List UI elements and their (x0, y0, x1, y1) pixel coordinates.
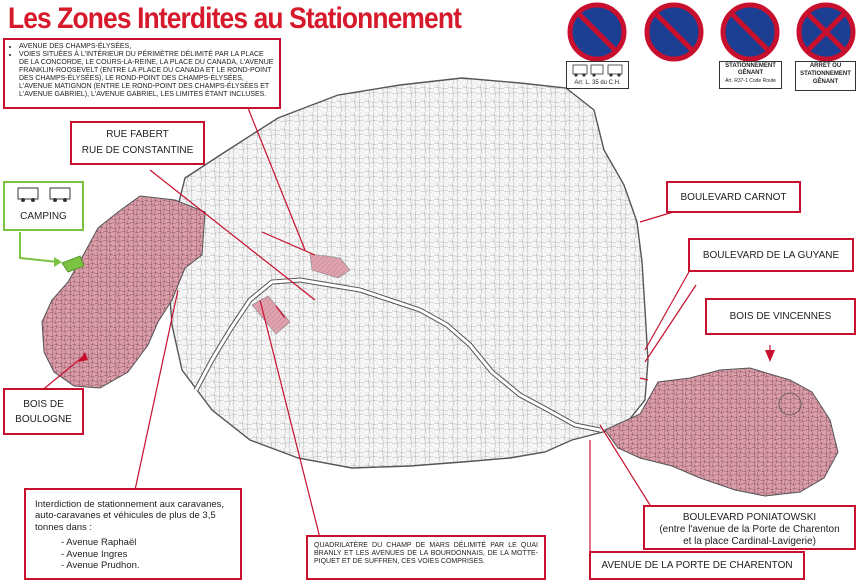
boulevard-guyane-label-box (688, 238, 854, 272)
zone-label: RUE DE CONSTANTINE (81, 145, 194, 156)
zone-description: • AVENUE DES CHAMPS-ÉLYSÉES, (19, 43, 274, 51)
zone-label: BOIS DE (23, 399, 64, 410)
interdiction-box (24, 488, 242, 580)
bois-de-boulogne-label-box (3, 388, 84, 435)
boulevard-carnot-label-box (666, 181, 801, 213)
no-parking-sign-icon (644, 2, 704, 62)
zone-description: • VOIES SITUÉES À L'INTÉRIEUR DU PÉRIMÈTRE DÉLIMITÉ PAR LA PLACE DE LA CONCORDE, LE COURS-LA-REINE, LA PLACE DU CANADA, L'AVENUE FRANKLIN-ROOSEVELT (ENTRE LA PLACE DU CANADA ET LE ROND-POINT DES CHAMPS-ÉLYSÉES), LE ROND-POINT DES CHAMPS-ÉLYSÉES, L'AVENUE MATIGNON (ENTRE LE ROND-POINT DES CHAMPS-ÉLYSÉES ET L'AVENUE GABRIEL), L'AVENUE GABRIEL, LES LIMITES ÉTANT INCLUSES. (19, 51, 274, 99)
zone-label: RUE FABERT (106, 129, 169, 140)
sign-caption: ARRÊT OU (809, 63, 842, 69)
street-item: - Avenue Prudhon. (61, 560, 231, 571)
champs-elysees-zone-box (3, 38, 281, 109)
zone-label: BOIS DE VINCENNES (729, 311, 832, 322)
sign-caption-box-4 (795, 61, 856, 91)
zone-description: QUADRILATÈRE DU CHAMP DE MARS DÉLIMITÉ PAR LE QUAI BRANLY ET LES AVENUES DE LA BOURDONNAIS, DE LA MOTTE-PIQUET ET DE SUFFREN, CES VOIES COMPRISES. (314, 542, 538, 566)
sign-caption: GÊNANT (812, 79, 839, 85)
zone-label: BOULOGNE (15, 414, 72, 425)
sign-caption: STATIONNEMENT (800, 71, 851, 77)
avenue-porte-charenton-label-box (589, 551, 805, 580)
zone-label: AVENUE DE LA PORTE DE CHARENTON (601, 560, 793, 571)
boulevard-poniatowski-label-box (643, 505, 856, 550)
sign-caption-box-1 (566, 61, 629, 89)
no-stopping-sign-icon (796, 2, 856, 62)
paris-city-area (168, 78, 648, 468)
zone-label-detail: (entre l'avenue de la Porte de Charenton (659, 524, 840, 535)
bois-de-vincennes-label-box (705, 298, 856, 335)
rue-fabert-label-box (70, 121, 205, 165)
page-title: Les Zones Interdites au Stationnement (8, 2, 461, 35)
camper-vehicles-icon (567, 62, 628, 78)
street-item: - Avenue Raphaël (61, 537, 231, 548)
zone-label: BOULEVARD PONIATOWSKI (682, 512, 817, 523)
no-parking-sign-icon (720, 2, 780, 62)
champ-de-mars-box (306, 535, 546, 580)
zone-label: BOULEVARD CARNOT (680, 192, 787, 203)
street-item: - Avenue Ingres (61, 549, 231, 560)
interdiction-text: Interdiction de stationnement aux caravanes, auto-caravanes et véhicules de plus de 3,5 tonnes dans : (35, 499, 225, 533)
sign-caption: STATIONNEMENT (725, 63, 776, 69)
no-parking-sign-icon (567, 2, 627, 62)
sign-caption: Art. R37-1 Code Route (725, 78, 776, 84)
zone-label: BOULEVARD DE LA GUYANE (702, 250, 840, 261)
camping-label: CAMPING (20, 211, 67, 222)
sign-caption: Arr. L. 35 du C.H. (574, 80, 621, 86)
camping-label-box (3, 181, 84, 231)
sign-caption-box-3 (719, 61, 782, 89)
sign-caption: GÊNANT (737, 70, 764, 76)
camper-vehicles-icon (5, 183, 82, 205)
zone-label-detail: et la place Cardinal-Lavigerie) (683, 536, 816, 547)
